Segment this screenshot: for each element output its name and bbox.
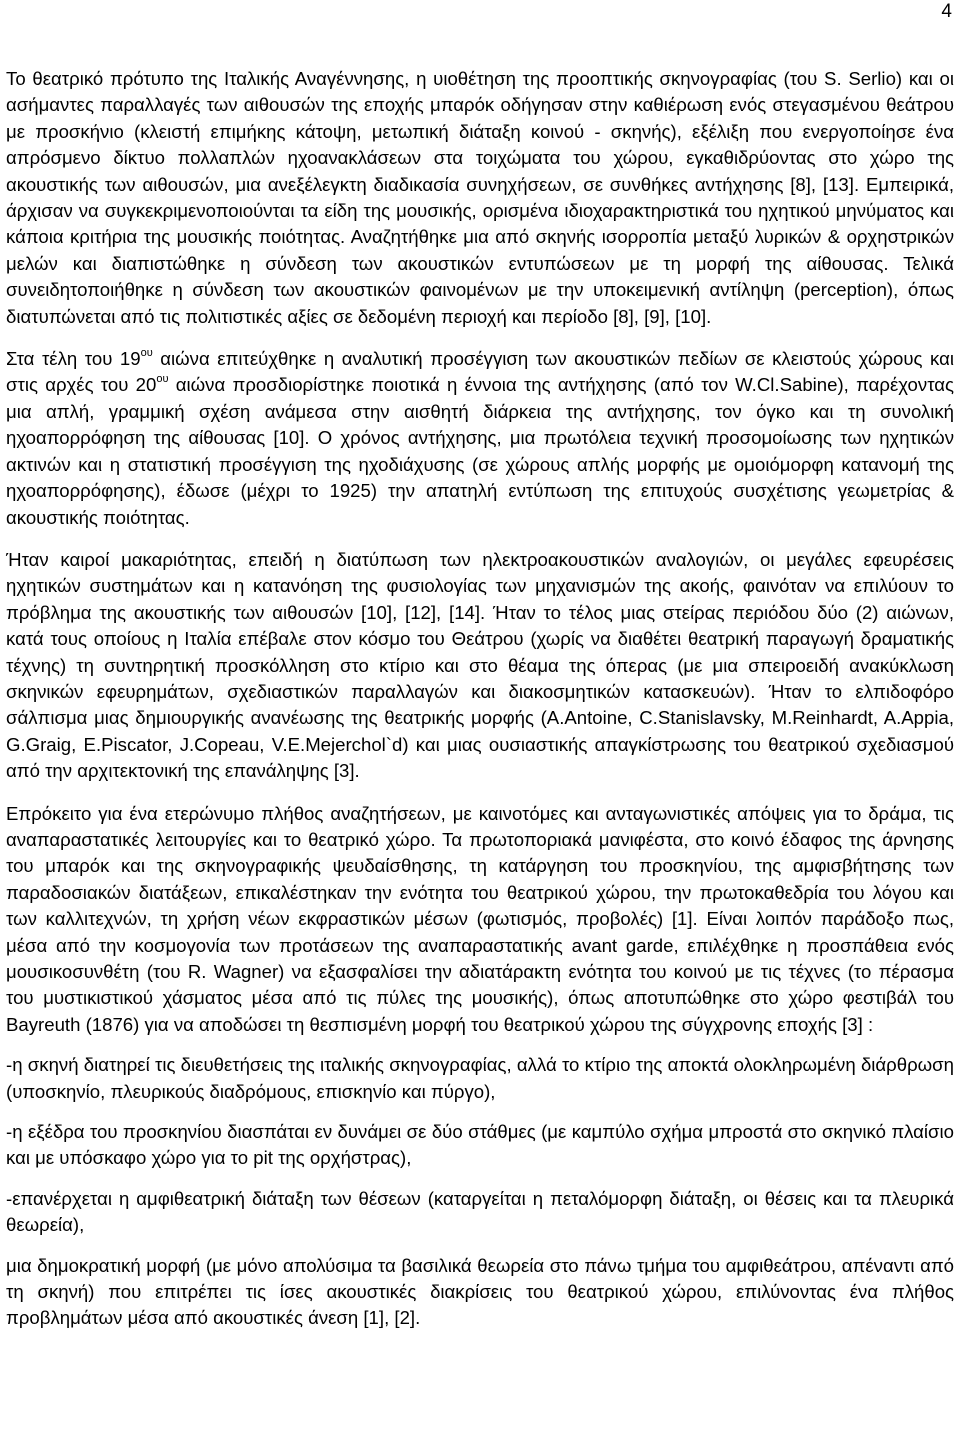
superscript-ordinal: ου	[156, 373, 169, 386]
page-number: 4	[941, 1, 952, 22]
paragraph-text-segment: αιώνα επιτεύχθηκε η αναλυτική προσέγγιση των ακουστικών πεδίων σε κλειστούς χώρους και στις αρχές του 20	[6, 348, 954, 396]
paragraph-democratic-form: μια δημοκρατική μορφή (με μόνο απολύσιμα τα βασιλικά θεωρεία στο πάνω τμήμα του αμφιθεάτρου, απέναντι από τη σκηνή) που επιτρέπει τις ίσες ακουστικές διακρίσεις του θεατρικού χώρου, επιλύνοντας ένα πλήθος προβλημάτων μέσα από ακουστικές άνεση [1], [2].	[6, 1254, 954, 1329]
list-item-proscenium: -η εξέδρα του προσκηνίου διασπάται εν δυνάμει σε δύο στάθμες (με καμπύλο σχήμα μπροστά στο σκηνικό πλαίσιο και με υπόσκαφο χώρο για το pit της ορχήστρας),	[6, 1121, 954, 1169]
document-body	[6, 66, 954, 1348]
paragraph-text-segment: αιώνα προσδιορίστηκε ποιοτικά η έννοια της αντήχησης (από τον W.Cl.Sabine), παρέχοντας μια απλή, γραμμική σχέση ανάμεσα στην αισθητή διάρκεια της αντήχησης, τον όγκο και τη συνολική ηχοαπορρόφηση της αίθουσας [10]. Ο χρόνος αντήχησης, μια πρωτόλεια τεχνική προσομοίωσης των ηχητικών ακτινών και η στατιστική προσέγγιση της ηχοδιάχυσης (σε χώρους απλής μορφής με ομοιόμορφη κατανομή της ηχοαπορρόφησης), έδωσε (μέχρι το 1925) την απατηλή εντύπωση της επιτυχούς συσχέτισης γεωμετρίας & ακουστικής ποιότητας.	[6, 374, 954, 528]
paragraph-electroacoustics: Ήταν καιροί μακαριότητας, επειδή η διατύπωση των ηλεκτροακουστικών αναλογιών, οι μεγάλες εφευρέσεις ηχητικών συστημάτων και η κατανόηση της φυσιολογίας των μηχανισμών της ακοής, φαινόταν να επιλύουν το πρόβλημα της ακουστικής των αιθουσών [10], [12], [14]. Ήταν το τέλος μιας στείρας περιόδου δύο (2) αιώνων, κατά τους οποίους η Ιταλία επέβαλε στον κόσμο του Θεάτρου (χωρίς να διαθέτει θεατρική παραγωγή δραματικής τέχνης) τη συντηρητική προσκόλληση στο κτίριο και στο θέαμα της όπερας (με μια σπειροειδή ανακύκλωση σκηνικών εφευρημάτων, σχεδιαστικών παραλλαγών και διακοσμητικών κατασκευών). Ήταν το ελπιδοφόρο σάλπισμα μιας δημιουργικής ανανέωσης της θεατρικής μορφής (A.Antoine, C.Stanislavsky, M.Reinhardt, A.Appia, G.Graig, E.Piscator, J.Copeau, V.E.Mejerchol`d) και μιας ουσιαστικής απαγκίστρωσης του θεατρικού σχεδιασμού από την αρχιτεκτονική της επανάληψης [3].	[6, 548, 954, 782]
superscript-ordinal: ου	[140, 346, 153, 359]
list-item-stage: -η σκηνή διατηρεί τις διευθετήσεις της ιταλικής σκηνογραφίας, αλλά το κτίριο της αποκτά ολοκληρωμένη διάρθρωση (υποσκηνίο, πλευρικούς διαδρόμους, επισκηνίο και πύργο),	[6, 1054, 954, 1102]
paragraph-text-segment: Στα τέλη του 19	[6, 348, 141, 370]
paragraph-avant-garde: Επρόκειτο για ένα ετερώνυμο πλήθος αναζητήσεων, με καινοτόμες και ανταγωνιστικές απόψεις για το δράμα, τις αναπαραστατικές λειτουργίες και το θεατρικό χώρο. Τα πρωτοποριακά μανιφέστα, στο κοινό έδαφος της άρνησης του μπαρόκ και της σκηνογραφικής ψευδαίσθησης, τη κατάργηση του προσκηνίου, της αμφισβήτησης των παραδοσιακών διατάξεων, επικαλέστηκαν την ενότητα του θεατρικού χώρου, την πρωτοκαθεδρία του λόγου και των καλλιτεχνών, τη χρήση νέων εκφραστικών μέσων (φωτισμός, προβολές) [1]. Είναι λοιπόν παράδοξο πως, μέσα από την κοσμογονία των προτάσεων της αναπαραστατικής avant garde, επιλέχθηκε η προσπάθεια ενός μουσικοσυνθέτη (του R. Wagner) να εξασφαλίσει την αδιατάρακτη ενότητα του κοινού με τις τέχνες (το πέρασμα του μυστικιστικού χάσματος μέσα από τις πύλες της μουσικής), όπως αποτυπώθηκε στο χώρο φεστιβάλ του Bayreuth (1876) για να αποδώσει τη θεσπισμένη μορφή του θεατρικού χώρου της σύγχρονης εποχής [3] :	[6, 802, 954, 1035]
paragraph-reverberation	[6, 346, 954, 531]
paragraph-renaissance-theatre: Το θεατρικό πρότυπο της Ιταλικής Αναγέννησης, η υιοθέτηση της προοπτικής σκηνογραφίας (του S. Serlio) και οι ασήμαντες παραλλαγές των αιθουσών της εποχής μπαρόκ οδήγησαν στην καθιέρωση ενός στεγασμένου θεάτρου με προσκήνιο (κλειστή επιμήκης κάτοψη, μετωπική διάταξη κοινού - σκηνής), εξέλιξη που ενεργοποίησε ένα απρόσμενο δίκτυο πολλαπλών ηχοανακλάσεων στα τοιχώματα του χώρου, εγκαθιδρύοντας στο χώρο της ακουστικής των αιθουσών, μια ανεξέλεγκτη διαδικασία συνηχήσεων, σε συνθήκες αντήχησης [8], [13]. Εμπειρικά, άρχισαν να συγκεκριμενοποιούνται τα είδη της μουσικής, ορισμένα ιδιοχαρακτηριστικά του ηχητικού μηνύματος και κάποια κριτήρια της μουσικής ποιότητας. Αναζητήθηκε μια από σκηνής ισορροπία μεταξύ λυρικών & ορχηστρικών μελών και διαπιστώθηκε η σύνδεση των ακουστικών εντυπώσεων με τη μορφή της αίθουσας. Τελικά συνειδητοποιήθηκε η σύνδεση των ακουστικών φαινομένων με την υποκειμενική αντίληψη (perception), όπως διατυπώνεται από τις πολιτιστικές αξίες σε δεδομένη περιοχή και περίοδο [8], [9], [10].	[6, 68, 954, 327]
list-item-amphitheatre: -επανέρχεται η αμφιθεατρική διάταξη των θέσεων (καταργείται η πεταλόμορφη διάταξη, οι θέσεις και τα πλευρικά θεωρεία),	[6, 1187, 954, 1236]
